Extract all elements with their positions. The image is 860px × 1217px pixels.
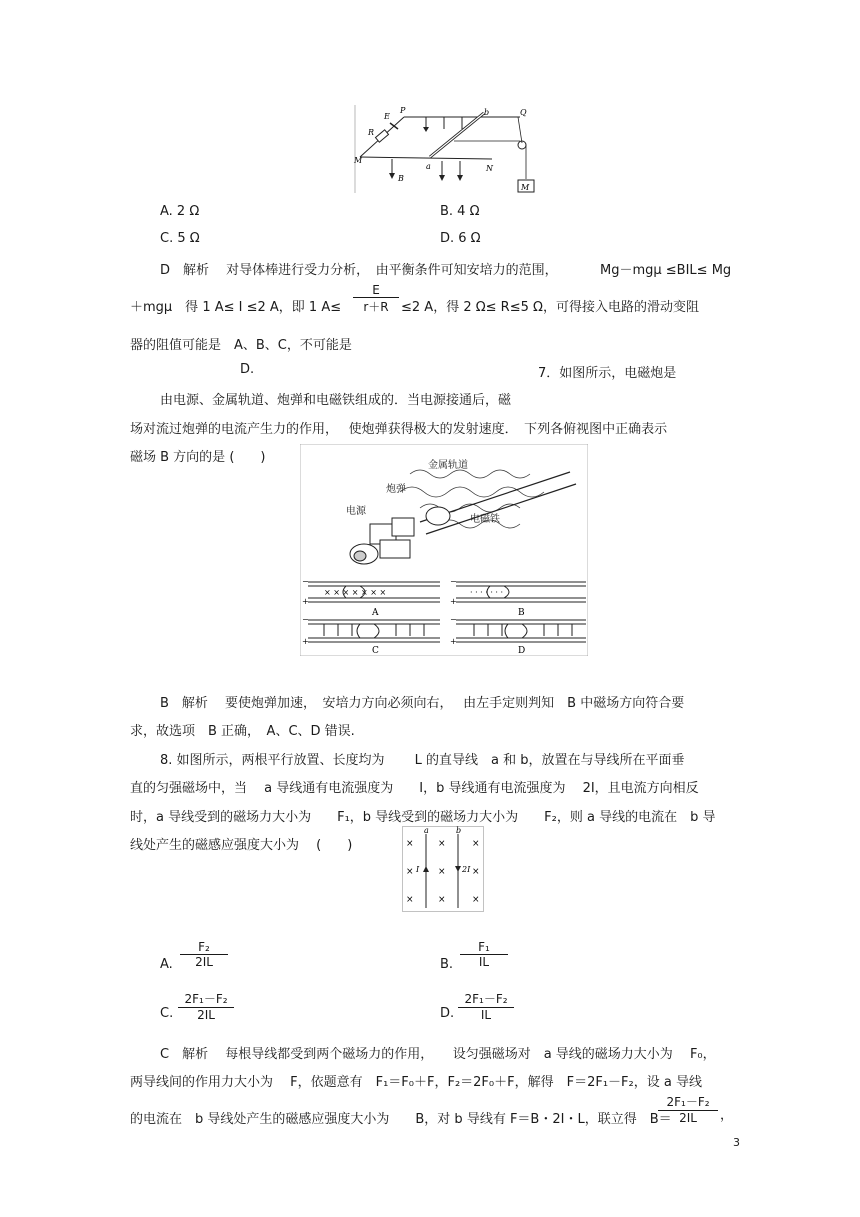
q7-solution-line1: B 解析 要使炮弹加速， 安培力方向必须向右， 由左手定则判知 B 中磁场方向符合要 xyxy=(160,696,685,711)
q7-stem-d: 磁场 B 方向的是 ( ) xyxy=(130,450,266,465)
svg-text:−: − xyxy=(302,577,309,586)
svg-text:× × × × × × ×: × × × × × × × xyxy=(324,588,387,597)
q7-stem-b: 由电源、金属轨道、炮弹和电磁铁组成的．当电源接通后，磁 xyxy=(160,393,512,408)
current-b-label: 2I xyxy=(462,865,471,874)
q8-option-a-letter: A. xyxy=(160,957,173,972)
label-m: M xyxy=(354,156,363,165)
panel-d-label: D xyxy=(518,646,526,656)
label-mass: M xyxy=(521,183,530,192)
q8-solution-line1: C 解析 每根导线都受到两个磁场力的作用， 设匀强磁场对 a 导线的磁场力大小为 F₀， xyxy=(160,1047,716,1062)
label-r: R xyxy=(368,128,375,137)
panel-b-label: B xyxy=(518,608,525,618)
q6-option-c: C. 5 Ω xyxy=(160,231,200,246)
q8-stem-a: 8. 如图所示，两根平行放置、长度均为 L 的直导线 a 和 b，放置在与导线所在平面垂 xyxy=(160,753,685,768)
q6-solution-line4: D. xyxy=(240,362,255,377)
q8-solution-fraction: $\frac{\text{2F₁－F₂}}{2IL}$ xyxy=(658,1093,718,1125)
label-rail: 金属轨道 xyxy=(428,460,468,471)
wire-b-label: b xyxy=(456,826,462,835)
svg-text:×: × xyxy=(406,839,414,849)
svg-text:×: × xyxy=(438,867,446,877)
q6-option-a: A. 2 Ω xyxy=(160,204,200,219)
label-p: P xyxy=(400,106,406,115)
svg-text:×: × xyxy=(406,867,414,877)
label-field-b: B xyxy=(398,174,404,183)
label-n: N xyxy=(486,164,493,173)
svg-text:×: × xyxy=(406,895,414,905)
q6-fraction xyxy=(353,283,399,315)
label-e: E xyxy=(384,112,390,121)
q7-stem-c: 场对流过炮弹的电流产生力的作用， 使炮弹获得极大的发射速度． 下列各俯视图中正确表示 xyxy=(130,422,668,437)
q8-option-c-letter: C. xyxy=(160,1006,174,1021)
svg-text:×: × xyxy=(472,839,480,849)
q6-solution-line1b: Mg－mgμ ≤BIL≤ Mg xyxy=(600,263,732,278)
svg-text:−: − xyxy=(450,577,457,586)
label-q: Q xyxy=(520,108,527,117)
q8-option-d-fraction: $\frac{\text{2F₁－F₂}}{IL}$ xyxy=(458,990,514,1022)
q6-frac-den: r＋R xyxy=(363,300,389,314)
label-b: b xyxy=(484,108,490,117)
railgun-figure xyxy=(300,444,588,656)
q8-solution-line3: 的电流在 b 导线处产生的磁感应强度大小为 B，对 b 导线有 F＝B・2I・L，联立得 B＝ xyxy=(130,1112,672,1127)
q8-solution-line2: 两导线间的作用力大小为 F，依题意有 F₁＝F₀＋F，F₂＝2F₀＋F，解得 F＝2F₁－F₂，设 a 导线 xyxy=(130,1075,702,1090)
current-a-label: I xyxy=(416,865,420,874)
q8-option-b-letter: B. xyxy=(440,957,454,972)
svg-text:×: × xyxy=(472,895,480,905)
svg-text:×: × xyxy=(438,839,446,849)
q8-stem-b: 直的匀强磁场中，当 a 导线通有电流强度为 I，b 导线通有电流强度为 2I，且电流方向相反 xyxy=(130,781,699,796)
wire-a-label: a xyxy=(424,826,429,835)
label-magnet: 电磁铁 xyxy=(470,514,500,525)
q8-option-b-fraction: $\frac{\text{F₁}}{IL}$ xyxy=(460,930,508,969)
panel-c-label: C xyxy=(372,646,379,656)
q6-frac-num: E xyxy=(353,283,399,298)
panel-a-label: A xyxy=(372,608,379,618)
q8-solution-tail: ， xyxy=(720,1108,734,1123)
parallel-wires-figure xyxy=(402,826,484,912)
q6-solution-line1a: D 解析 对导体棒进行受力分析， 由平衡条件可知安培力的范围， xyxy=(160,263,558,278)
q8-stem-c: 时，a 导线受到的磁场力大小为 F₁，b 导线受到的磁场力大小为 F₂，则 a 导线的电流在 b 导 xyxy=(130,810,716,825)
svg-text:+: + xyxy=(302,597,309,606)
svg-text:+: + xyxy=(450,597,457,606)
q7-stem-a: 7．如图所示，电磁炮是 xyxy=(538,366,677,381)
svg-text:−: − xyxy=(450,615,457,624)
svg-text:+: + xyxy=(450,637,457,646)
q6-option-b: B. 4 Ω xyxy=(440,204,480,219)
q6-solution-line2b: ≤2 A，得 2 Ω≤ R≤5 Ω，可得接入电路的滑动变阻 xyxy=(401,300,699,315)
q6-solution-line2a: ＋mgμ 得 1 A≤ I ≤2 A，即 1 A≤ xyxy=(130,300,342,315)
label-a: a xyxy=(426,162,431,171)
q8-option-d-letter: D. xyxy=(440,1006,455,1021)
q8-option-c-fraction: $\frac{\text{2F₁－F₂}}{2IL}$ xyxy=(178,990,234,1022)
svg-text:×: × xyxy=(472,867,480,877)
label-shell: 炮弹 xyxy=(386,484,406,495)
q7-solution-line2: 求，故选项 B 正确， A、C、D 错误. xyxy=(130,724,355,739)
label-power: 电源 xyxy=(346,506,366,517)
q6-option-d: D. 6 Ω xyxy=(440,231,481,246)
rail-rod-figure xyxy=(352,103,538,195)
svg-text:· · · · · · ·: · · · · · · · xyxy=(470,588,504,597)
q8-stem-d: 线处产生的磁感应强度大小为 ( ) xyxy=(130,838,353,853)
svg-text:−: − xyxy=(302,615,309,624)
q6-solution-line3: 器的阻值可能是 A、B、C，不可能是 xyxy=(130,338,352,353)
page-number: 3 xyxy=(733,1136,740,1149)
svg-text:+: + xyxy=(302,637,309,646)
q8-option-a-fraction: $\frac{\text{F₂}}{2IL}$ xyxy=(180,930,228,969)
svg-text:×: × xyxy=(438,895,446,905)
